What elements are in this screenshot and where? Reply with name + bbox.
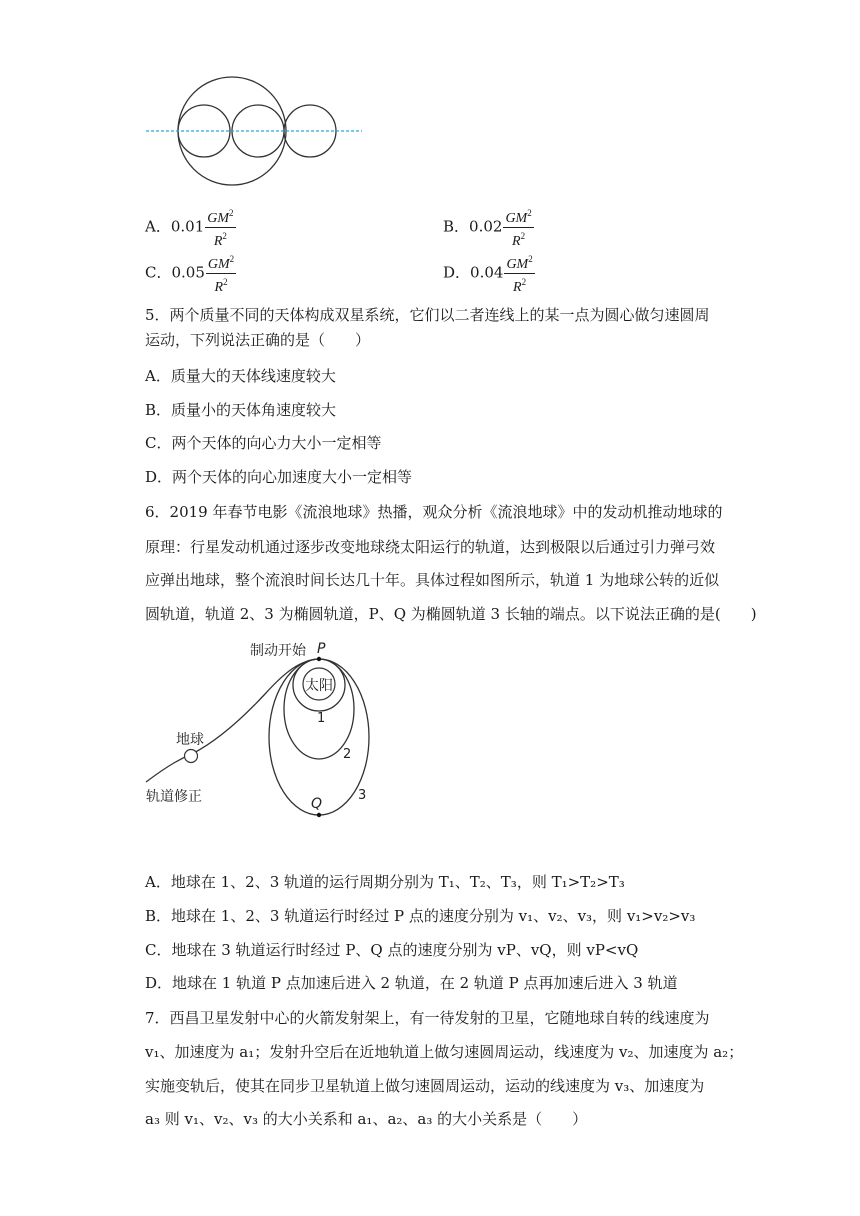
q7-stem-line-4: a₃ 则 v₁、v₂、v₃ 的大小关系和 a₁、a₂、a₃ 的大小关系是（ ） bbox=[145, 1110, 588, 1128]
sun-label: 太阳 bbox=[305, 678, 333, 694]
q7-stem-line-1: 7．西昌卫星发射中心的火箭发射架上，有一待发射的卫星，它随地球自转的线速度为 bbox=[145, 1009, 710, 1027]
q6-option-a: A．地球在 1、2、3 轨道的运行周期分别为 T₁、T₂、T₃，则 T₁>T₂>T₃ bbox=[145, 873, 625, 891]
orbit-2-ellipse bbox=[284, 659, 354, 759]
earth-label: 地球 bbox=[176, 732, 204, 748]
q6-stem-line-1: 6．2019 年春节电影《流浪地球》热播，观众分析《流浪地球》中的发动机推动地球的 bbox=[145, 503, 723, 521]
q5-option-c: C．两个天体的向心力大小一定相等 bbox=[145, 434, 382, 452]
fraction: $\frac{GM^2}{R^2}$ bbox=[506, 254, 533, 295]
q6-stem-line-2: 原理：行星发动机通过逐步改变地球绕太阳运行的轨道，达到极限以后通过引力弹弓效 bbox=[145, 538, 716, 556]
fraction: $\frac{GM^2}{R^2}$ bbox=[207, 208, 234, 249]
brake-start-label: 制动开始 bbox=[250, 643, 306, 659]
orbit-1-label: 1 bbox=[317, 711, 326, 726]
q5-stem-line-2: 运动，下列说法正确的是（ ） bbox=[145, 331, 371, 349]
point-p-label: P bbox=[317, 641, 326, 657]
orbit-diagram bbox=[140, 636, 400, 836]
q5-option-b: B．质量小的天体角速度较大 bbox=[145, 401, 337, 419]
point-q-label: Q bbox=[311, 796, 323, 812]
three-circles-figure bbox=[140, 70, 370, 195]
q5-option-a: A．质量大的天体线速度较大 bbox=[145, 367, 336, 385]
orbit-2-label: 2 bbox=[343, 747, 352, 762]
q4-option-b: B．0.02 $\frac{GM^2}{R^2}$ bbox=[443, 208, 532, 249]
orbit-correction-label: 轨道修正 bbox=[146, 789, 202, 805]
fraction: $\frac{GM^2}{R^2}$ bbox=[207, 254, 235, 295]
q5-stem-line-1: 5．两个质量不同的天体构成双星系统，它们以二者连线上的某一点为圆心做匀速圆周 bbox=[145, 306, 710, 324]
q4-option-d: D．0.04 $\frac{GM^2}{R^2}$ bbox=[443, 254, 533, 295]
earth-trajectory bbox=[146, 659, 319, 782]
orbit-3-label: 3 bbox=[358, 788, 367, 803]
q6-option-b: B．地球在 1、2、3 轨道运行时经过 P 点的速度分别为 v₁、v₂、v₃，则 v₁>v₂>v₃ bbox=[145, 907, 696, 925]
earth-circle bbox=[185, 750, 198, 763]
q7-stem-line-3: 实施变轨后，使其在同步卫星轨道上做匀速圆周运动，运动的线速度为 v₃、加速度为 bbox=[145, 1077, 705, 1095]
point-p-dot bbox=[317, 657, 321, 661]
fraction: $\frac{GM^2}{R^2}$ bbox=[505, 208, 532, 249]
q4-option-a: A．0.01 $\frac{GM^2}{R^2}$ bbox=[145, 208, 234, 249]
q6-option-c: C．地球在 3 轨道运行时经过 P、Q 点的速度分别为 vP、vQ，则 vP<vQ bbox=[145, 941, 639, 959]
q4-option-c: C．0.05 $\frac{GM^2}{R^2}$ bbox=[145, 254, 235, 295]
point-q-dot bbox=[317, 813, 321, 817]
q5-option-d: D．两个天体的向心加速度大小一定相等 bbox=[145, 468, 413, 486]
q6-stem-line-3: 应弹出地球，整个流浪时间长达几十年。具体过程如图所示，轨道 1 为地球公转的近似 bbox=[145, 571, 720, 589]
q7-stem-line-2: v₁、加速度为 a₁；发射升空后在近地轨道上做匀速圆周运动，线速度为 v₂、加速度为 a₂； bbox=[145, 1043, 744, 1061]
q6-stem-line-4: 圆轨道，轨道 2、3 为椭圆轨道，P、Q 为椭圆轨道 3 长轴的端点。以下说法正确的是( ) bbox=[145, 605, 757, 623]
q6-option-d: D．地球在 1 轨道 P 点加速后进入 2 轨道，在 2 轨道 P 点再加速后进入 3 轨道 bbox=[145, 974, 678, 992]
